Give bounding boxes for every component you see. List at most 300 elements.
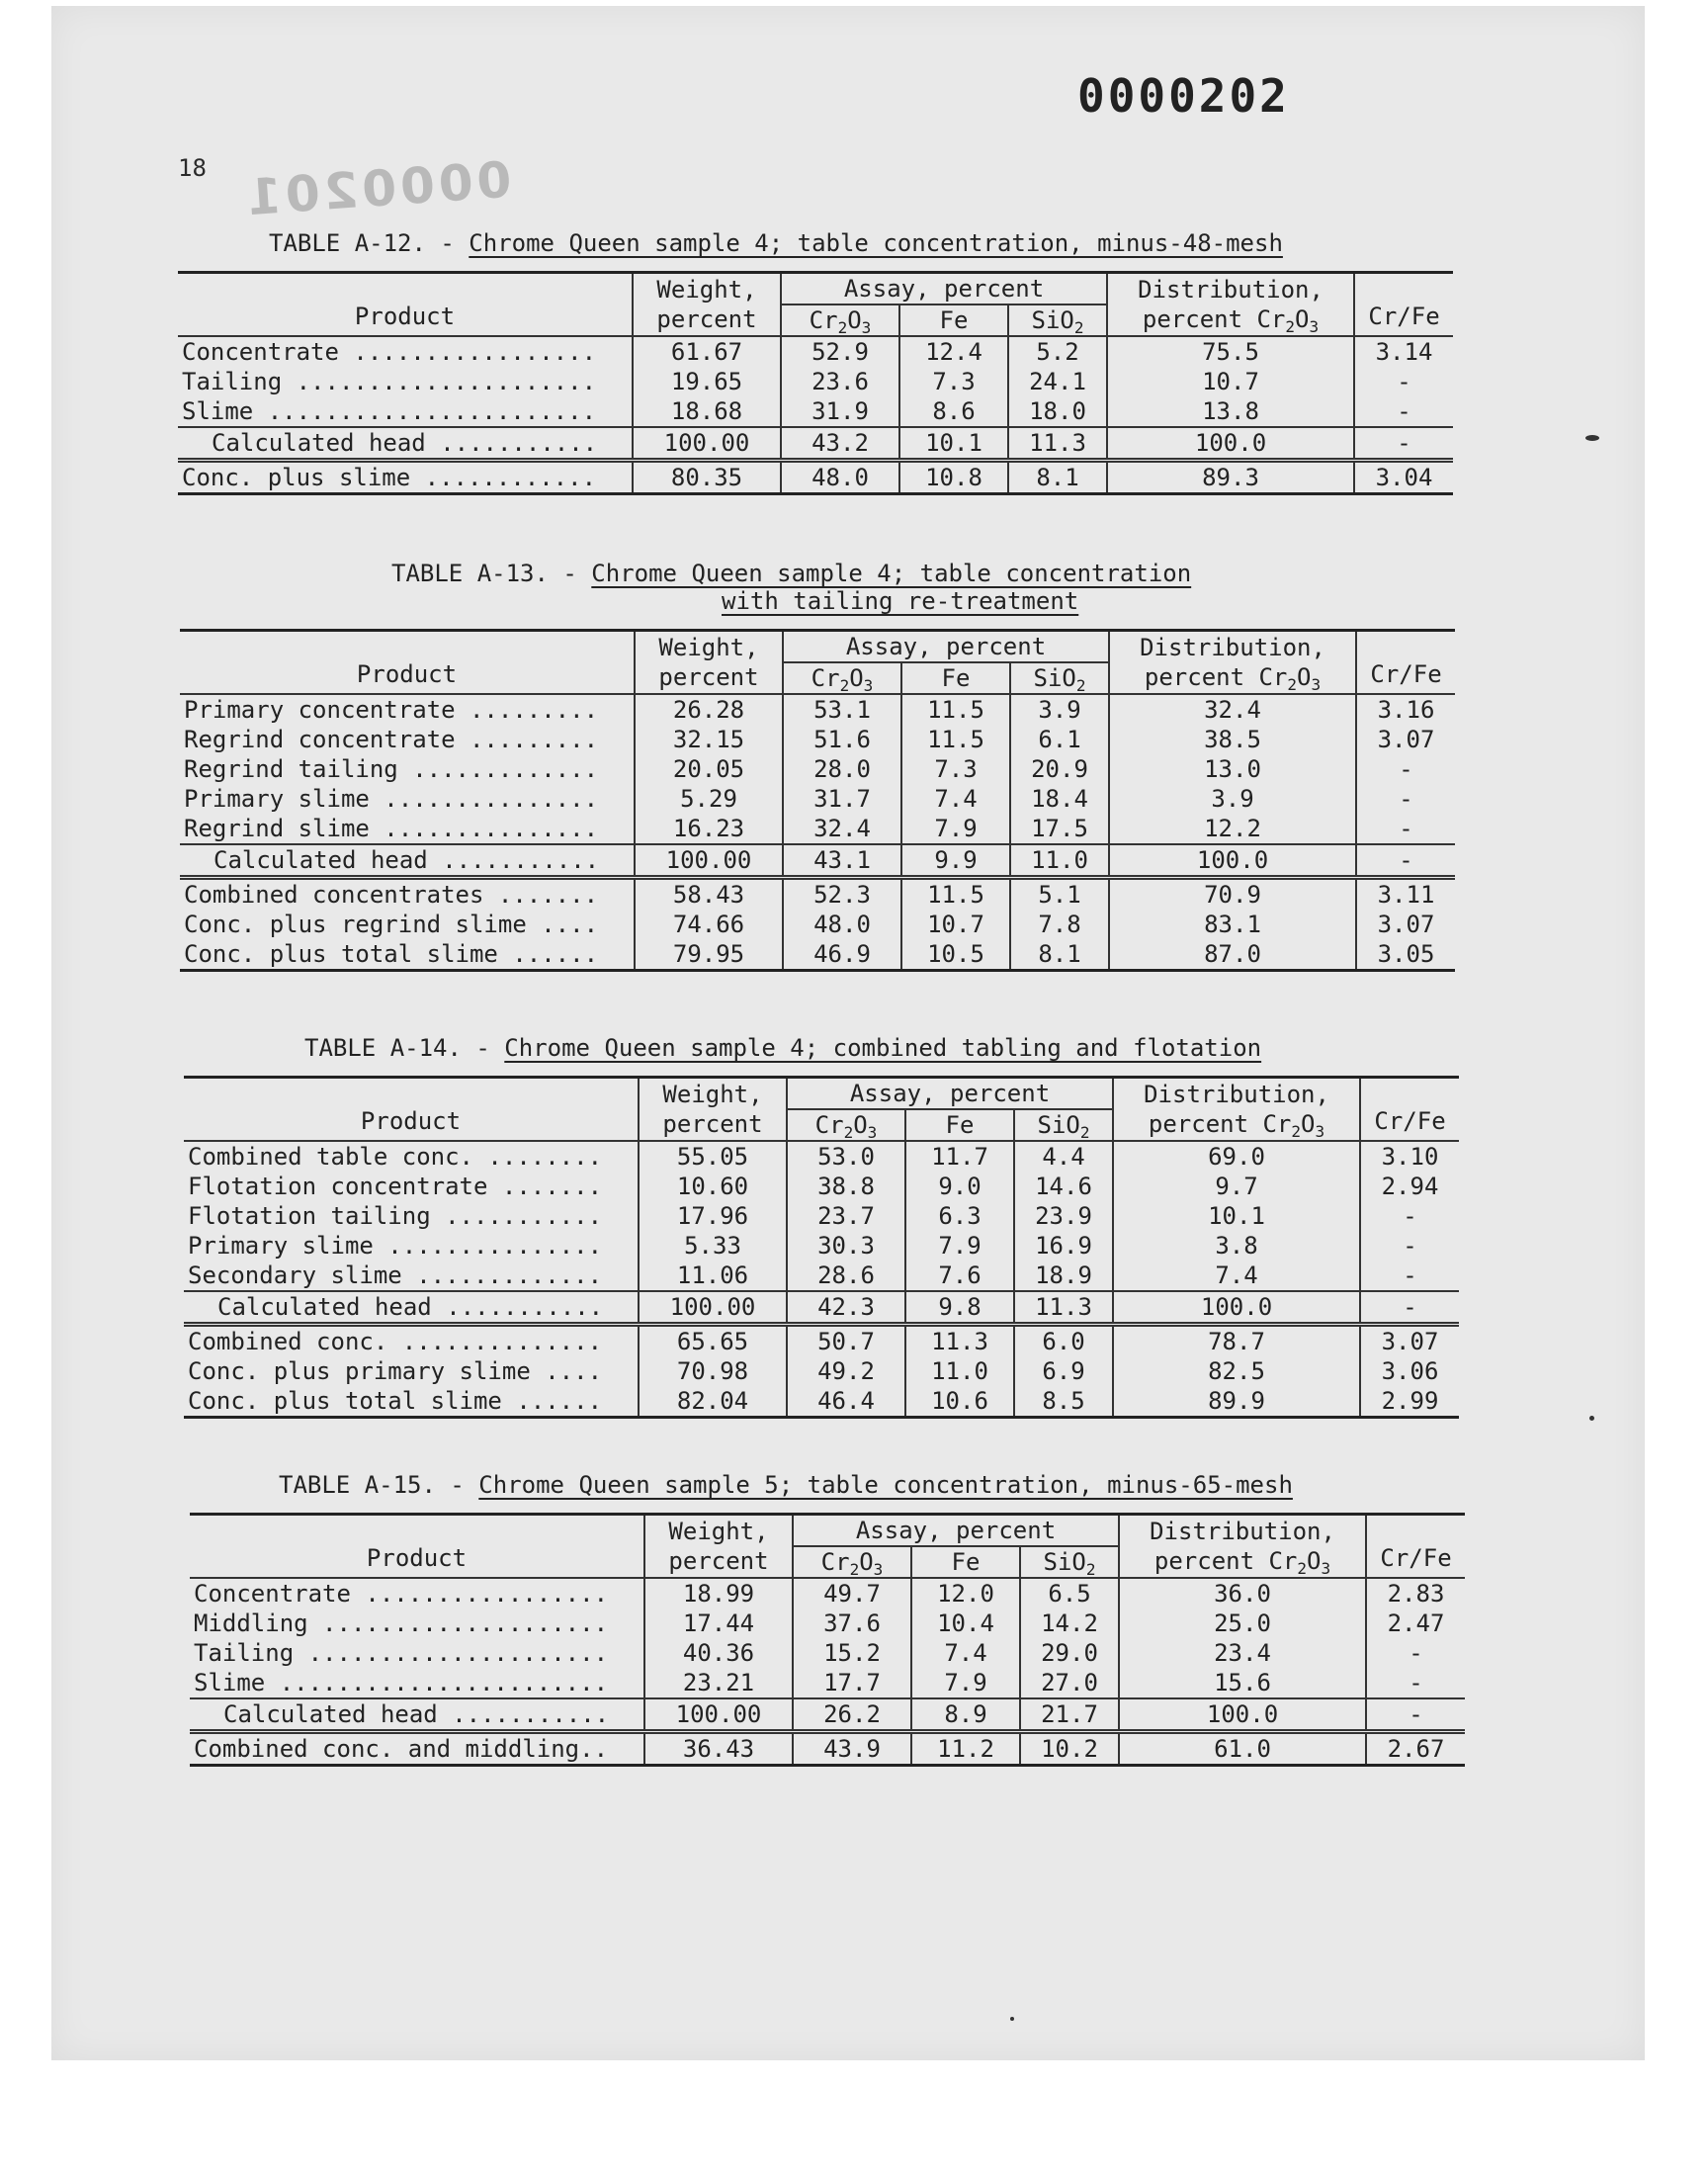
summary-row xyxy=(180,910,1455,939)
distribution-cell: 3.8 xyxy=(1113,1231,1360,1261)
summary-row xyxy=(184,1325,1459,1357)
sio2-cell: 8.1 xyxy=(1010,939,1109,971)
distribution-header-line1: Distribution, xyxy=(1138,276,1324,304)
product-cell: Combined conc. and middling.. xyxy=(190,1732,644,1766)
assay-header xyxy=(783,631,1109,663)
subscript: 2 xyxy=(1291,1122,1302,1141)
product-cell: Primary slime ............... xyxy=(188,1232,603,1260)
fe-cell: 6.3 xyxy=(905,1201,1014,1231)
table-a13 xyxy=(180,629,1455,972)
distribution-cell: 38.5 xyxy=(1109,725,1356,754)
sio2-header-label: SiO xyxy=(1043,1548,1086,1576)
assay-header-label: Assay, percent xyxy=(855,1517,1057,1544)
fe-header-label: Fe xyxy=(939,306,969,334)
subscript: 2 xyxy=(1285,317,1296,336)
distribution-cell: 61.0 xyxy=(1119,1732,1366,1766)
cr2o3-cell: 48.0 xyxy=(781,461,899,494)
crfe-cell: - xyxy=(1354,427,1453,461)
cr2o3-cell: 52.3 xyxy=(783,878,901,911)
weight-cell: 23.21 xyxy=(644,1668,793,1698)
sio2-header xyxy=(1014,1109,1113,1141)
crfe-cell: - xyxy=(1356,784,1455,814)
sio2-cell: 21.7 xyxy=(1020,1698,1119,1732)
weight-header-line2: percent xyxy=(668,1547,769,1575)
fe-cell: 11.5 xyxy=(901,878,1010,911)
assay-header xyxy=(787,1078,1113,1110)
distribution-cell: 78.7 xyxy=(1113,1325,1360,1357)
fe-cell: 12.0 xyxy=(911,1578,1020,1609)
weight-header-line1: Weight, xyxy=(656,276,757,304)
table-row xyxy=(190,1638,1465,1668)
weight-cell: 70.98 xyxy=(639,1356,787,1386)
subscript: 2 xyxy=(1085,1560,1096,1579)
crfe-cell: - xyxy=(1360,1231,1459,1261)
weight-cell: 36.43 xyxy=(644,1732,793,1766)
weight-cell: 61.67 xyxy=(633,336,781,367)
weight-cell: 18.99 xyxy=(644,1578,793,1609)
product-cell: Conc. plus regrind slime .... xyxy=(184,911,599,938)
weight-header xyxy=(644,1515,793,1579)
table-body xyxy=(184,1141,1459,1418)
product-cell: Secondary slime ............. xyxy=(188,1262,603,1289)
cr2o3-cell: 38.8 xyxy=(787,1172,905,1201)
paper-speck xyxy=(1010,2017,1014,2021)
fe-cell: 10.8 xyxy=(899,461,1008,494)
distribution-header-line1: Distribution, xyxy=(1150,1518,1335,1545)
fe-cell: 12.4 xyxy=(899,336,1008,367)
cr2o3-cell: 46.9 xyxy=(783,939,901,971)
sio2-cell: 14.2 xyxy=(1020,1609,1119,1638)
sio2-cell: 16.9 xyxy=(1014,1231,1113,1261)
distribution-cell: 23.4 xyxy=(1119,1638,1366,1668)
table-a12-block xyxy=(178,229,1453,495)
summary-row xyxy=(180,939,1455,971)
distribution-header xyxy=(1107,273,1354,337)
table-row xyxy=(180,814,1455,844)
crfe-cell: - xyxy=(1360,1291,1459,1325)
crfe-cell: - xyxy=(1354,396,1453,427)
fe-cell: 10.7 xyxy=(901,910,1010,939)
product-header-label: Product xyxy=(366,1544,468,1572)
cr2o3-cell: 28.0 xyxy=(783,754,901,784)
sio2-cell: 4.4 xyxy=(1014,1141,1113,1172)
table-a14 xyxy=(184,1076,1459,1419)
weight-cell: 5.33 xyxy=(639,1231,787,1261)
fe-cell: 10.1 xyxy=(899,427,1008,461)
product-cell: Concentrate ................. xyxy=(190,1578,644,1609)
cr2o3-header-o: O xyxy=(849,664,864,692)
table-row xyxy=(180,725,1455,754)
fe-header xyxy=(911,1546,1020,1578)
product-cell: Regrind tailing ............. xyxy=(184,755,599,783)
product-cell: Concentrate ................. xyxy=(178,336,633,367)
cr2o3-cell: 17.7 xyxy=(793,1668,911,1698)
weight-header xyxy=(633,273,781,337)
distribution-cell: 69.0 xyxy=(1113,1141,1360,1172)
fe-cell: 7.4 xyxy=(911,1638,1020,1668)
crfe-cell: 3.04 xyxy=(1354,461,1453,494)
distribution-cell: 32.4 xyxy=(1109,694,1356,725)
sio2-header xyxy=(1020,1546,1119,1578)
table-row xyxy=(180,754,1455,784)
assay-header-label: Assay, percent xyxy=(843,275,1045,303)
subscript: 2 xyxy=(843,1123,854,1142)
table-row xyxy=(184,1261,1459,1291)
product-header xyxy=(180,631,635,695)
fe-cell: 7.9 xyxy=(901,814,1010,844)
summary-row xyxy=(184,1356,1459,1386)
weight-cell: 11.06 xyxy=(639,1261,787,1291)
distribution-header-line2: percent Cr xyxy=(1142,305,1286,333)
table-a15-block xyxy=(190,1471,1465,1767)
crfe-cell: - xyxy=(1366,1638,1465,1668)
table-row xyxy=(190,1609,1465,1638)
sio2-cell: 6.1 xyxy=(1010,725,1109,754)
table-row xyxy=(184,1231,1459,1261)
subscript: 3 xyxy=(861,318,872,337)
subscript: 2 xyxy=(1287,675,1298,694)
cr2o3-cell: 53.1 xyxy=(783,694,901,725)
cr2o3-cell: 31.9 xyxy=(781,396,899,427)
table-a12 xyxy=(178,271,1453,495)
distribution-cell: 9.7 xyxy=(1113,1172,1360,1201)
table-description: Chrome Queen sample 4; combined tabling and flotation xyxy=(504,1034,1262,1062)
cr2o3-cell: 31.7 xyxy=(783,784,901,814)
product-cell: Calculated head ........... xyxy=(190,1698,644,1732)
distribution-cell: 100.0 xyxy=(1109,844,1356,878)
calculated-head-row xyxy=(190,1698,1465,1732)
fe-cell: 11.5 xyxy=(901,694,1010,725)
sio2-cell: 18.9 xyxy=(1014,1261,1113,1291)
calculated-head-row xyxy=(184,1291,1459,1325)
weight-cell: 16.23 xyxy=(635,814,783,844)
crfe-cell: - xyxy=(1356,814,1455,844)
fe-cell: 8.9 xyxy=(911,1698,1020,1732)
weight-header-line1: Weight, xyxy=(662,1081,763,1108)
crfe-cell: 3.07 xyxy=(1356,725,1455,754)
cr2o3-cell: 53.0 xyxy=(787,1141,905,1172)
page-number: 18 xyxy=(178,154,207,182)
distribution-header-o: O xyxy=(1307,1547,1322,1575)
cr2o3-cell: 48.0 xyxy=(783,910,901,939)
weight-cell: 17.44 xyxy=(644,1609,793,1638)
product-header xyxy=(184,1078,639,1142)
distribution-header xyxy=(1109,631,1356,695)
sio2-header xyxy=(1008,304,1107,336)
sio2-header-label: SiO xyxy=(1037,1111,1080,1139)
sio2-cell: 5.1 xyxy=(1010,878,1109,911)
sio2-header-label: SiO xyxy=(1031,306,1074,334)
product-header-label: Product xyxy=(356,660,458,688)
sio2-cell: 5.2 xyxy=(1008,336,1107,367)
sio2-cell: 7.8 xyxy=(1010,910,1109,939)
crfe-cell: 3.05 xyxy=(1356,939,1455,971)
distribution-cell: 83.1 xyxy=(1109,910,1356,939)
crfe-header xyxy=(1366,1515,1465,1579)
table-row xyxy=(180,694,1455,725)
sio2-header xyxy=(1010,662,1109,694)
distribution-cell: 82.5 xyxy=(1113,1356,1360,1386)
weight-cell: 100.00 xyxy=(644,1698,793,1732)
subscript: 3 xyxy=(1321,1559,1331,1578)
distribution-cell: 3.9 xyxy=(1109,784,1356,814)
fe-cell: 11.3 xyxy=(905,1325,1014,1357)
fe-cell: 8.6 xyxy=(899,396,1008,427)
table-row xyxy=(190,1578,1465,1609)
product-cell: Combined table conc. ........ xyxy=(184,1141,639,1172)
fe-cell: 11.7 xyxy=(905,1141,1014,1172)
calculated-head-row xyxy=(178,427,1453,461)
product-cell: Conc. plus total slime ...... xyxy=(184,1386,639,1418)
weight-header-line1: Weight, xyxy=(658,634,759,661)
sio2-cell: 29.0 xyxy=(1020,1638,1119,1668)
weight-header xyxy=(635,631,783,695)
cr2o3-cell: 28.6 xyxy=(787,1261,905,1291)
crfe-header xyxy=(1354,273,1453,337)
crfe-cell: 2.83 xyxy=(1366,1578,1465,1609)
summary-row xyxy=(178,461,1453,494)
cr2o3-cell: 26.2 xyxy=(793,1698,911,1732)
crfe-cell: 2.47 xyxy=(1366,1609,1465,1638)
weight-cell: 17.96 xyxy=(639,1201,787,1231)
cr2o3-cell: 46.4 xyxy=(787,1386,905,1418)
paper-speck xyxy=(1585,435,1599,441)
table-header xyxy=(190,1515,1465,1579)
weight-cell: 10.60 xyxy=(639,1172,787,1201)
distribution-header-line1: Distribution, xyxy=(1144,1081,1329,1108)
table-label: TABLE A-12. - xyxy=(269,229,455,257)
cr2o3-header-o: O xyxy=(853,1111,868,1139)
fe-cell: 9.9 xyxy=(901,844,1010,878)
product-cell: Conc. plus total slime ...... xyxy=(180,939,635,971)
table-row xyxy=(184,1141,1459,1172)
crfe-cell: - xyxy=(1360,1261,1459,1291)
crfe-header-label: Cr/Fe xyxy=(1380,1544,1452,1572)
sio2-cell: 14.6 xyxy=(1014,1172,1113,1201)
weight-cell: 58.43 xyxy=(635,878,783,911)
table-header xyxy=(180,631,1455,695)
fe-cell: 10.4 xyxy=(911,1609,1020,1638)
fe-cell: 7.6 xyxy=(905,1261,1014,1291)
table-body xyxy=(190,1578,1465,1766)
assay-header-label: Assay, percent xyxy=(845,633,1047,660)
sio2-cell: 6.0 xyxy=(1014,1325,1113,1357)
distribution-header-line1: Distribution, xyxy=(1140,634,1325,661)
fe-cell: 9.0 xyxy=(905,1172,1014,1201)
crfe-cell: 2.94 xyxy=(1360,1172,1459,1201)
cr2o3-header-cr: Cr xyxy=(809,306,838,334)
subscript: 3 xyxy=(1309,317,1320,336)
table-row xyxy=(190,1668,1465,1698)
cr2o3-cell: 32.4 xyxy=(783,814,901,844)
distribution-cell: 89.9 xyxy=(1113,1386,1360,1418)
product-cell: Calculated head ........... xyxy=(184,1291,639,1325)
product-header-label: Product xyxy=(354,303,456,330)
product-cell: Conc. plus slime ............ xyxy=(178,461,633,494)
product-cell: Conc. plus primary slime .... xyxy=(188,1357,603,1385)
table-a15 xyxy=(190,1513,1465,1767)
crfe-cell: - xyxy=(1366,1668,1465,1698)
product-cell: Calculated head ........... xyxy=(178,427,633,461)
distribution-header-line2: percent Cr xyxy=(1144,663,1288,691)
subscript: 3 xyxy=(863,676,874,695)
crfe-cell: - xyxy=(1356,844,1455,878)
distribution-cell: 10.1 xyxy=(1113,1201,1360,1231)
fe-cell: 11.0 xyxy=(905,1356,1014,1386)
table-label: TABLE A-15. - xyxy=(279,1471,465,1499)
distribution-header-line2: percent Cr xyxy=(1148,1110,1292,1138)
crfe-header xyxy=(1356,631,1455,695)
sio2-cell: 11.0 xyxy=(1010,844,1109,878)
weight-cell: 32.15 xyxy=(635,725,783,754)
product-cell: Tailing ..................... xyxy=(182,368,597,395)
weight-cell: 55.05 xyxy=(639,1141,787,1172)
crfe-cell: - xyxy=(1354,367,1453,396)
sio2-cell: 24.1 xyxy=(1008,367,1107,396)
weight-header-line2: percent xyxy=(656,305,757,333)
weight-header-line2: percent xyxy=(658,663,759,691)
document-number: 0000202 xyxy=(1077,69,1290,123)
cr2o3-header-cr: Cr xyxy=(811,664,840,692)
table-row xyxy=(178,396,1453,427)
fe-header-label: Fe xyxy=(945,1111,975,1139)
distribution-cell: 100.0 xyxy=(1113,1291,1360,1325)
weight-cell: 74.66 xyxy=(635,910,783,939)
subscript: 2 xyxy=(849,1560,860,1579)
weight-cell: 19.65 xyxy=(633,367,781,396)
distribution-cell: 75.5 xyxy=(1107,336,1354,367)
table-title xyxy=(269,229,1453,257)
distribution-cell: 13.0 xyxy=(1109,754,1356,784)
weight-cell: 82.04 xyxy=(639,1386,787,1418)
table-row xyxy=(178,336,1453,367)
subscript: 2 xyxy=(1079,1123,1090,1142)
table-title xyxy=(391,560,1455,587)
crfe-cell: 2.99 xyxy=(1360,1386,1459,1418)
bleed-through-stamp: 0000201 xyxy=(241,150,514,227)
table-title xyxy=(279,1471,1465,1499)
product-cell: Flotation tailing ........... xyxy=(188,1202,603,1230)
assay-header xyxy=(793,1515,1119,1547)
fe-header-label: Fe xyxy=(941,664,971,692)
weight-cell: 5.29 xyxy=(635,784,783,814)
table-description: Chrome Queen sample 4; table concentration xyxy=(591,560,1192,587)
product-cell: Calculated head ........... xyxy=(180,844,635,878)
cr2o3-cell: 43.2 xyxy=(781,427,899,461)
sio2-cell: 6.9 xyxy=(1014,1356,1113,1386)
cr2o3-cell: 43.9 xyxy=(793,1732,911,1766)
product-cell: Middling .................... xyxy=(194,1610,609,1637)
weight-header-line2: percent xyxy=(662,1110,763,1138)
fe-cell: 11.2 xyxy=(911,1732,1020,1766)
product-cell: Slime ....................... xyxy=(194,1669,609,1696)
cr2o3-cell: 49.2 xyxy=(787,1356,905,1386)
subscript: 2 xyxy=(1297,1559,1308,1578)
sio2-cell: 11.3 xyxy=(1008,427,1107,461)
table-row xyxy=(178,367,1453,396)
table-description: Chrome Queen sample 4; table concentration, minus-48-mesh xyxy=(469,229,1283,257)
sio2-cell: 8.1 xyxy=(1008,461,1107,494)
distribution-cell: 7.4 xyxy=(1113,1261,1360,1291)
subscript: 2 xyxy=(839,676,850,695)
weight-cell: 40.36 xyxy=(644,1638,793,1668)
weight-cell: 100.00 xyxy=(639,1291,787,1325)
crfe-cell: - xyxy=(1366,1698,1465,1732)
weight-cell: 18.68 xyxy=(633,396,781,427)
distribution-cell: 12.2 xyxy=(1109,814,1356,844)
weight-header-line1: Weight, xyxy=(668,1518,769,1545)
fe-cell: 7.9 xyxy=(905,1231,1014,1261)
table-a14-block xyxy=(184,1034,1459,1419)
cr2o3-cell: 30.3 xyxy=(787,1231,905,1261)
fe-header xyxy=(899,304,1008,336)
cr2o3-header xyxy=(793,1546,911,1578)
cr2o3-cell: 50.7 xyxy=(787,1325,905,1357)
distribution-cell: 87.0 xyxy=(1109,939,1356,971)
product-cell: Regrind concentrate ......... xyxy=(184,726,599,753)
table-label: TABLE A-13. - xyxy=(391,560,577,587)
crfe-cell: 3.07 xyxy=(1360,1325,1459,1357)
distribution-header xyxy=(1119,1515,1366,1579)
product-cell: Flotation concentrate ....... xyxy=(188,1173,603,1200)
crfe-cell: - xyxy=(1360,1201,1459,1231)
distribution-cell: 36.0 xyxy=(1119,1578,1366,1609)
crfe-header xyxy=(1360,1078,1459,1142)
subscript: 3 xyxy=(1315,1122,1325,1141)
sio2-cell: 23.9 xyxy=(1014,1201,1113,1231)
fe-cell: 9.8 xyxy=(905,1291,1014,1325)
fe-header xyxy=(905,1109,1014,1141)
product-cell: Combined concentrates ....... xyxy=(180,878,635,911)
table-row xyxy=(184,1201,1459,1231)
paper-speck xyxy=(1589,1416,1594,1421)
cr2o3-cell: 15.2 xyxy=(793,1638,911,1668)
cr2o3-header-cr: Cr xyxy=(814,1111,844,1139)
table-label: TABLE A-14. - xyxy=(304,1034,490,1062)
crfe-header-label: Cr/Fe xyxy=(1368,303,1440,330)
table-header xyxy=(184,1078,1459,1142)
table-row xyxy=(184,1172,1459,1201)
weight-cell: 100.00 xyxy=(633,427,781,461)
fe-header-label: Fe xyxy=(951,1548,981,1576)
sio2-cell: 27.0 xyxy=(1020,1668,1119,1698)
sio2-cell: 11.3 xyxy=(1014,1291,1113,1325)
fe-cell: 11.5 xyxy=(901,725,1010,754)
product-cell: Primary concentrate ......... xyxy=(180,694,635,725)
weight-cell: 20.05 xyxy=(635,754,783,784)
sio2-cell: 6.5 xyxy=(1020,1578,1119,1609)
summary-row xyxy=(180,878,1455,911)
table-a13-block xyxy=(180,560,1455,972)
distribution-cell: 70.9 xyxy=(1109,878,1356,911)
distribution-header-o: O xyxy=(1297,663,1312,691)
distribution-cell: 10.7 xyxy=(1107,367,1354,396)
distribution-header-o: O xyxy=(1295,305,1310,333)
cr2o3-header-cr: Cr xyxy=(820,1548,850,1576)
crfe-cell: 3.10 xyxy=(1360,1141,1459,1172)
crfe-cell: - xyxy=(1356,754,1455,784)
distribution-cell: 100.0 xyxy=(1119,1698,1366,1732)
table-title xyxy=(304,1034,1459,1062)
table-title-line2: with tailing re-treatment xyxy=(722,587,1079,615)
table-description: Chrome Queen sample 5; table concentration, minus-65-mesh xyxy=(478,1471,1293,1499)
sio2-header-label: SiO xyxy=(1033,664,1076,692)
subscript: 3 xyxy=(873,1560,884,1579)
subscript: 2 xyxy=(1073,318,1084,337)
fe-cell: 10.5 xyxy=(901,939,1010,971)
sio2-cell: 18.0 xyxy=(1008,396,1107,427)
distribution-cell: 25.0 xyxy=(1119,1609,1366,1638)
